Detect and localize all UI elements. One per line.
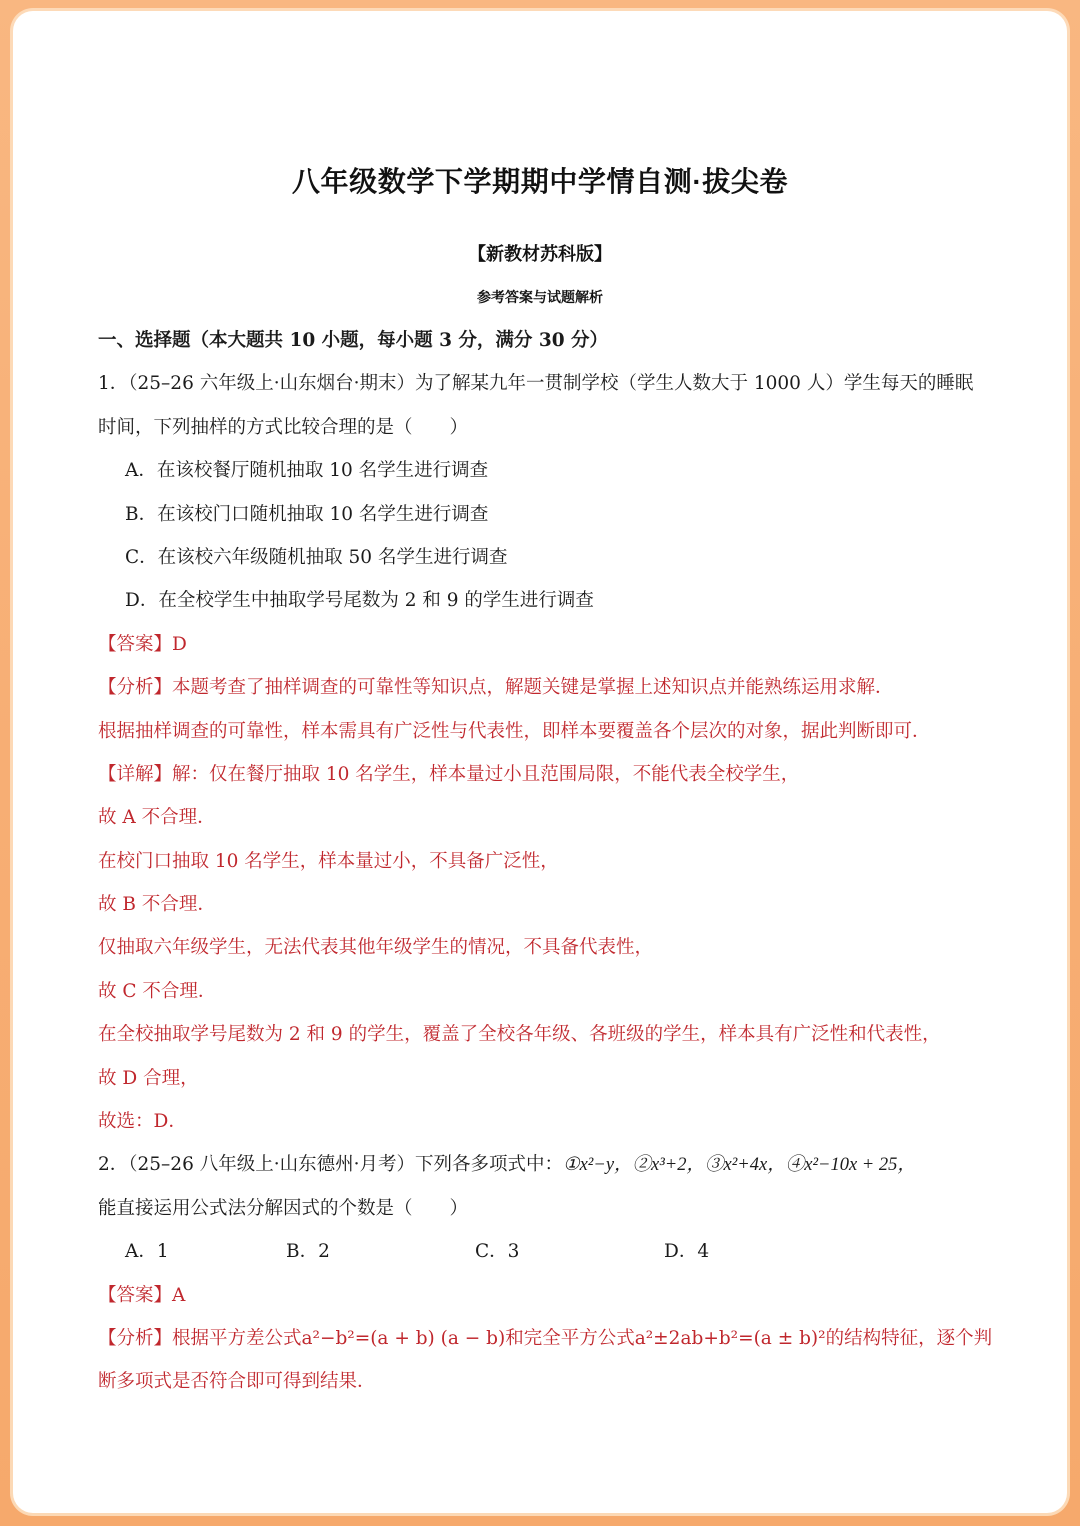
q2-stem-prefix: 2．（25–26 八年级上·山东德州·月考）下列各多项式中：: [98, 1154, 563, 1176]
q1-detail-line: 在校门口抽取 10 名学生，样本量过小，不具备广泛性，: [98, 850, 559, 872]
q2-option-b: B．2: [286, 1241, 330, 1263]
q1-detail-line: 故 B 不合理．: [98, 894, 216, 916]
q2-analysis-line: 断多项式是否符合即可得到结果．: [98, 1371, 376, 1393]
q1-answer: 【答案】D: [98, 633, 187, 655]
document-body: [98, 319, 1028, 1404]
q2-option-c: C．3: [475, 1241, 520, 1263]
q2-option-a: A．1: [125, 1241, 169, 1263]
q1-analysis-line: 【分析】本题考查了抽样调查的可靠性等知识点，解题关键是掌握上述知识点并能熟练运用求解．: [98, 677, 894, 699]
q1-detail-line: 在全校抽取学号尾数为 2 和 9 的学生，覆盖了全校各年级、各班级的学生，样本具有广泛性和代表性，: [98, 1024, 941, 1046]
section-heading: 一、选择题（本大题共 10 小题，每小题 3 分，满分 30 分）: [98, 330, 609, 351]
document-title: 八年级数学下学期期中学情自测·拔尖卷: [291, 166, 789, 197]
q1-analysis-line: 根据抽样调查的可靠性，样本需具有广泛性与代表性，即样本要覆盖各个层次的对象，据此判断即可．: [98, 720, 931, 742]
q1-detail-line: 故选：D．: [98, 1111, 187, 1133]
q1-stem-line: 时间，下列抽样的方式比较合理的是（ ）: [98, 416, 469, 438]
q1-stem-line: 1．（25–26 六年级上·山东烟台·期末）为了解某九年一贯制学校（学生人数大于 1000 人）学生每天的睡眠: [98, 373, 974, 395]
answer-key-heading: 参考答案与试题解析: [477, 290, 603, 306]
q1-option-b: B．在该校门口随机抽取 10 名学生进行调查: [125, 503, 489, 525]
q1-detail-line: 故 C 不合理．: [98, 980, 217, 1002]
q1-option-a: A．在该校餐厅随机抽取 10 名学生进行调查: [125, 460, 489, 482]
q2-option-d: D．4: [664, 1241, 710, 1263]
q1-detail-line: 故 A 不合理．: [98, 807, 216, 829]
q2-stem-line: 能直接运用公式法分解因式的个数是（ ）: [98, 1197, 469, 1219]
q2-analysis-line: 【分析】根据平方差公式a²−b²=(a + b) (a − b)和完全平方公式a²±2ab+b²=(a ± b)²的结构特征，逐个判: [98, 1327, 993, 1349]
q2-polynomial-list: ①x²−y，②x³+2，③x²+4x，④x²−10x + 25，: [563, 1155, 916, 1176]
edition-label: 【新教材苏科版】: [468, 244, 612, 265]
q1-detail-line: 故 D 合理，: [98, 1067, 199, 1089]
q1-detail-line: 【详解】解：仅在餐厅抽取 10 名学生，样本量过小且范围局限，不能代表全校学生，: [98, 763, 800, 785]
q1-option-d: D．在全校学生中抽取学号尾数为 2 和 9 的学生进行调查: [125, 590, 594, 612]
q2-options-row: [98, 1230, 1028, 1273]
q1-detail-line: 仅抽取六年级学生，无法代表其他年级学生的情况，不具备代表性，: [98, 937, 654, 959]
q1-option-c: C．在该校六年级随机抽取 50 名学生进行调查: [125, 546, 508, 568]
q2-answer: 【答案】A: [98, 1284, 186, 1306]
q2-stem-line: [98, 1143, 1028, 1186]
